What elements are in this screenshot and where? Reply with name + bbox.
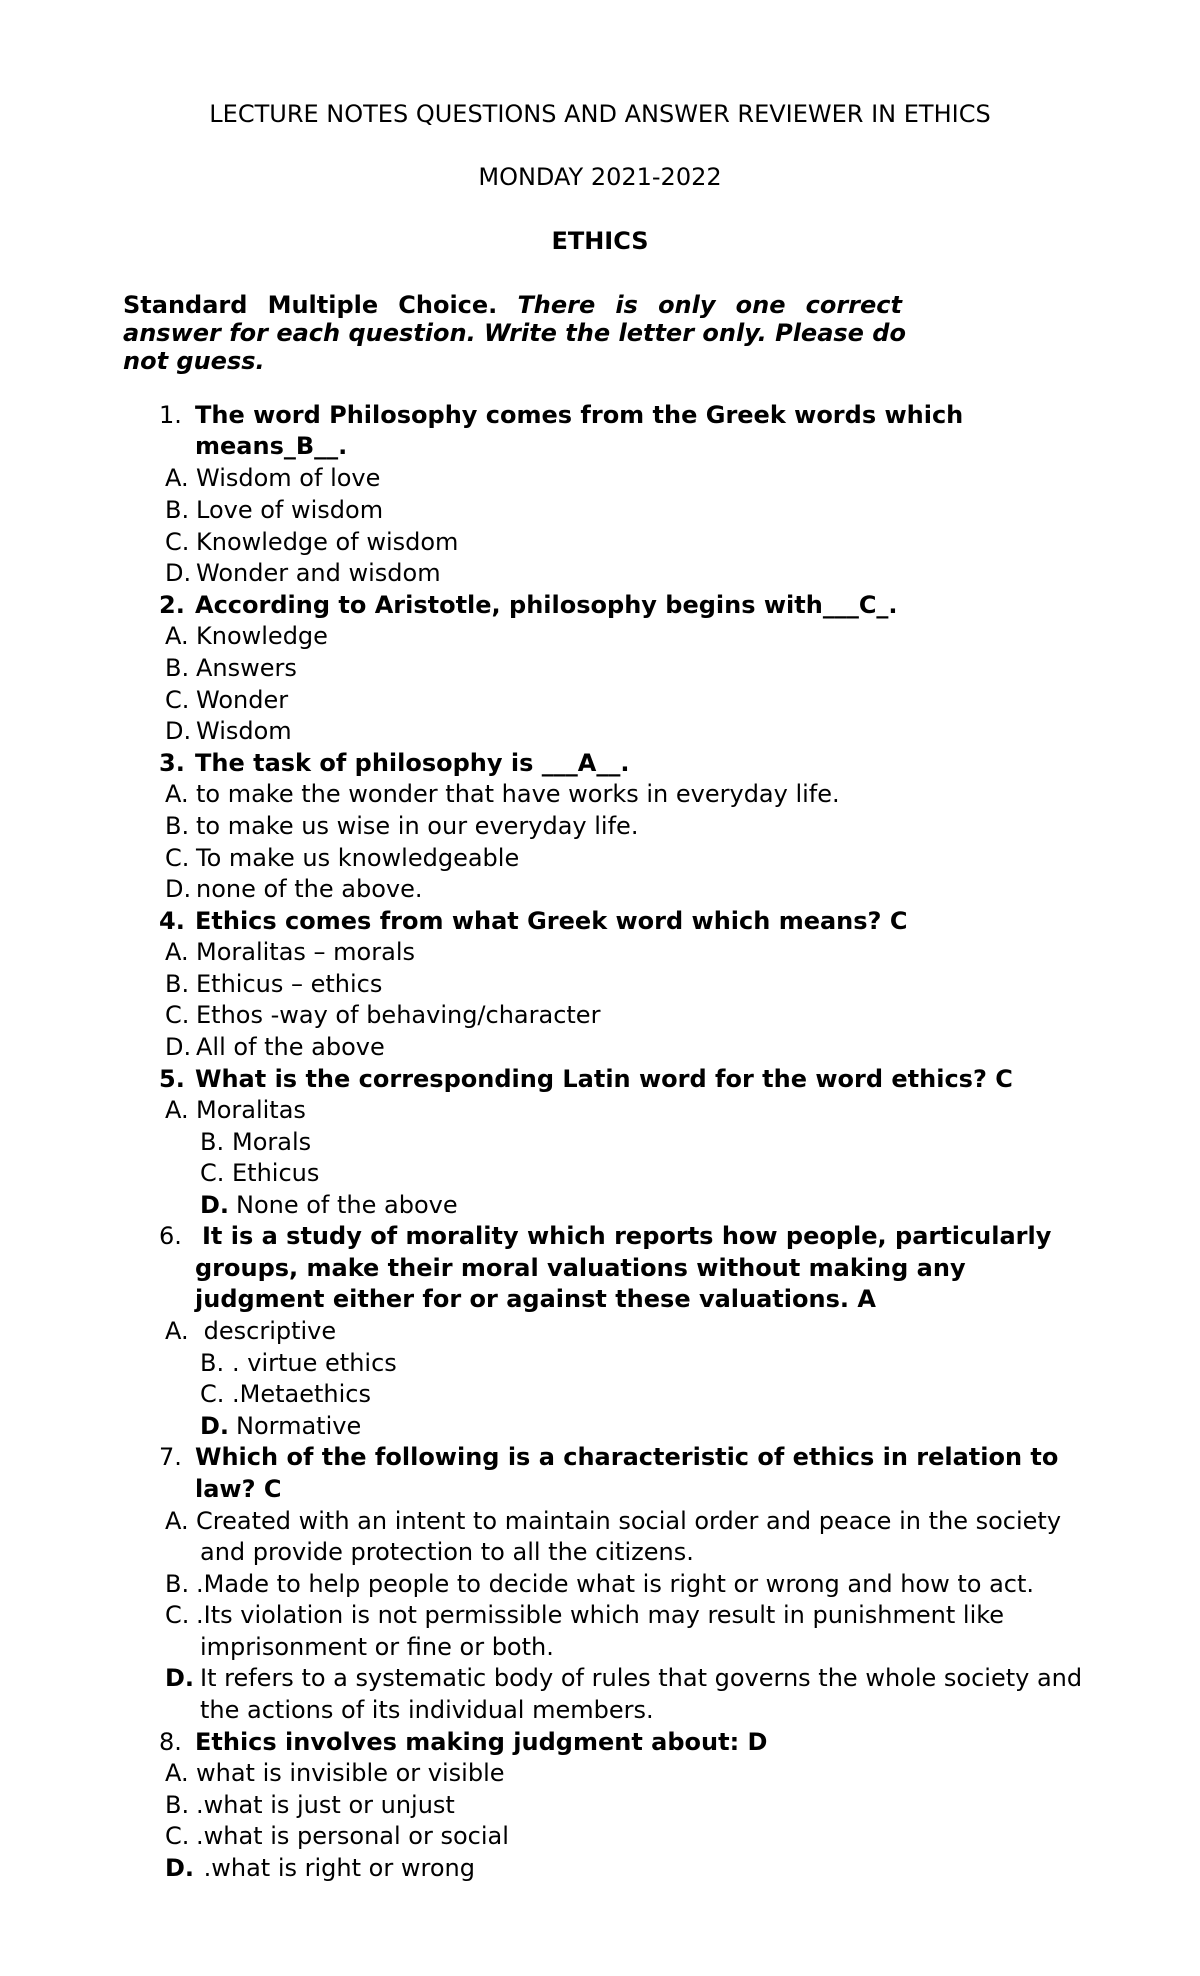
option-letter: B. <box>165 1570 190 1598</box>
option-text: what is invisible or visible <box>196 1759 505 1787</box>
option-text: Wonder and wisdom <box>196 559 441 587</box>
option-text: descriptive <box>196 1317 337 1345</box>
option-letter: C. <box>200 1380 225 1408</box>
option-letter: D. <box>165 559 192 587</box>
option-text: . virtue ethics <box>232 1349 397 1377</box>
option-text: none of the above. <box>196 875 423 903</box>
option-letter: D. <box>165 1664 195 1692</box>
option-letter: C. <box>165 1822 190 1850</box>
option-text: Ethos -way of behaving/character <box>196 1001 601 1029</box>
option-letter: A. <box>165 1759 189 1787</box>
option-letter: B. <box>165 1791 190 1819</box>
option-letter: A. <box>165 780 189 808</box>
option-text: None of the above <box>236 1191 458 1219</box>
option-text: to make the wonder that have works in everyday life. <box>196 780 840 808</box>
option-text: to make us wise in our everyday life. <box>196 812 639 840</box>
option-letter: C. <box>165 1001 190 1029</box>
question-number: 8. <box>159 1728 182 1756</box>
option-letter: D. <box>165 717 192 745</box>
instruction-word: correct <box>805 291 902 319</box>
option-text: Love of wisdom <box>196 496 384 524</box>
instruction-word: There <box>517 291 596 319</box>
instruction-word: Standard <box>123 291 248 319</box>
option-text: All of the above <box>196 1033 385 1061</box>
option-text: Wisdom <box>196 717 292 745</box>
option-text: .Made to help people to decide what is right or wrong and how to act. <box>196 1570 1035 1598</box>
option-text: Morals <box>232 1128 312 1156</box>
instruction-word: is <box>615 291 638 319</box>
option-text: and provide protection to all the citizens. <box>200 1538 694 1566</box>
question-text: groups, make their moral valuations without making any <box>195 1254 966 1282</box>
option-letter: B. <box>200 1128 225 1156</box>
question-text: It is a study of morality which reports how people, particularly <box>202 1222 1052 1250</box>
option-letter: A. <box>165 1096 189 1124</box>
option-text: imprisonment or fine or both. <box>200 1633 554 1661</box>
option-letter: A. <box>165 464 189 492</box>
option-letter: D. <box>200 1412 230 1440</box>
question-number: 4. <box>159 907 185 935</box>
question-text: judgment either for or against these valuations. A <box>195 1285 876 1313</box>
option-letter: B. <box>165 812 190 840</box>
option-text: .what is personal or social <box>196 1822 509 1850</box>
option-text: .what is right or wrong <box>196 1854 475 1882</box>
question-text: The word Philosophy comes from the Greek words which <box>195 401 964 429</box>
option-text: the actions of its individual members. <box>200 1696 654 1724</box>
option-letter: C. <box>165 1601 190 1629</box>
question-text: means_B__. <box>195 432 348 460</box>
option-letter: C. <box>165 844 190 872</box>
option-letter: B. <box>165 654 190 682</box>
option-text: Wonder <box>196 686 289 714</box>
document-subtitle: MONDAY 2021-2022 <box>478 163 722 191</box>
option-text: Knowledge <box>196 622 328 650</box>
option-text: Created with an intent to maintain social order and peace in the society <box>196 1507 1062 1535</box>
question-number: 7. <box>159 1443 182 1471</box>
question-text: Ethics comes from what Greek word which means? C <box>195 907 908 935</box>
instruction-word: one <box>735 291 786 319</box>
option-text: Moralitas – morals <box>196 938 415 966</box>
option-letter: C. <box>165 686 190 714</box>
option-text: Normative <box>236 1412 362 1440</box>
option-letter: D. <box>165 875 192 903</box>
question-text: Which of the following is a characteristic of ethics in relation to <box>195 1443 1059 1471</box>
instructions-line-1 <box>123 291 902 319</box>
question-number: 2. <box>159 591 185 619</box>
option-text: It refers to a systematic body of rules that governs the whole society and <box>200 1664 1083 1692</box>
option-text: To make us knowledgeable <box>196 844 520 872</box>
instruction-word: only <box>658 291 716 319</box>
section-heading: ETHICS <box>551 227 649 255</box>
option-text: .what is just or unjust <box>196 1791 455 1819</box>
option-text: .Metaethics <box>232 1380 371 1408</box>
option-letter: C. <box>165 528 190 556</box>
option-letter: C. <box>200 1159 225 1187</box>
question-text: What is the corresponding Latin word for the word ethics? C <box>195 1065 1013 1093</box>
option-letter: A. <box>165 622 189 650</box>
option-letter: B. <box>165 970 190 998</box>
question-text: Ethics involves making judgment about: D <box>195 1728 768 1756</box>
option-text: Ethicus – ethics <box>196 970 383 998</box>
instruction-word: Multiple <box>267 291 379 319</box>
instruction-word: Choice. <box>398 291 498 319</box>
option-letter: D. <box>200 1191 230 1219</box>
document-title: LECTURE NOTES QUESTIONS AND ANSWER REVIEWER IN ETHICS <box>209 100 991 128</box>
option-text: Knowledge of wisdom <box>196 528 459 556</box>
option-text: .Its violation is not permissible which may result in punishment like <box>196 1601 1005 1629</box>
option-text: Moralitas <box>196 1096 306 1124</box>
option-letter: D. <box>165 1033 192 1061</box>
question-number: 1. <box>159 401 182 429</box>
option-text: Ethicus <box>232 1159 320 1187</box>
question-number: 6. <box>159 1222 182 1250</box>
option-text: Answers <box>196 654 297 682</box>
option-letter: A. <box>165 1317 189 1345</box>
question-text: According to Aristotle, philosophy begins with___C_. <box>195 591 898 619</box>
instructions-line-3: not guess. <box>123 347 265 375</box>
option-letter: B. <box>200 1349 225 1377</box>
option-letter: D. <box>165 1854 195 1882</box>
question-text: law? C <box>195 1475 282 1503</box>
question-text: The task of philosophy is ___A__. <box>195 749 630 777</box>
question-number: 5. <box>159 1065 185 1093</box>
option-text: Wisdom of love <box>196 464 381 492</box>
option-letter: B. <box>165 496 190 524</box>
question-number: 3. <box>159 749 185 777</box>
option-letter: A. <box>165 1507 189 1535</box>
instructions-line-2: answer for each question. Write the letter only. Please do <box>123 319 906 347</box>
option-letter: A. <box>165 938 189 966</box>
